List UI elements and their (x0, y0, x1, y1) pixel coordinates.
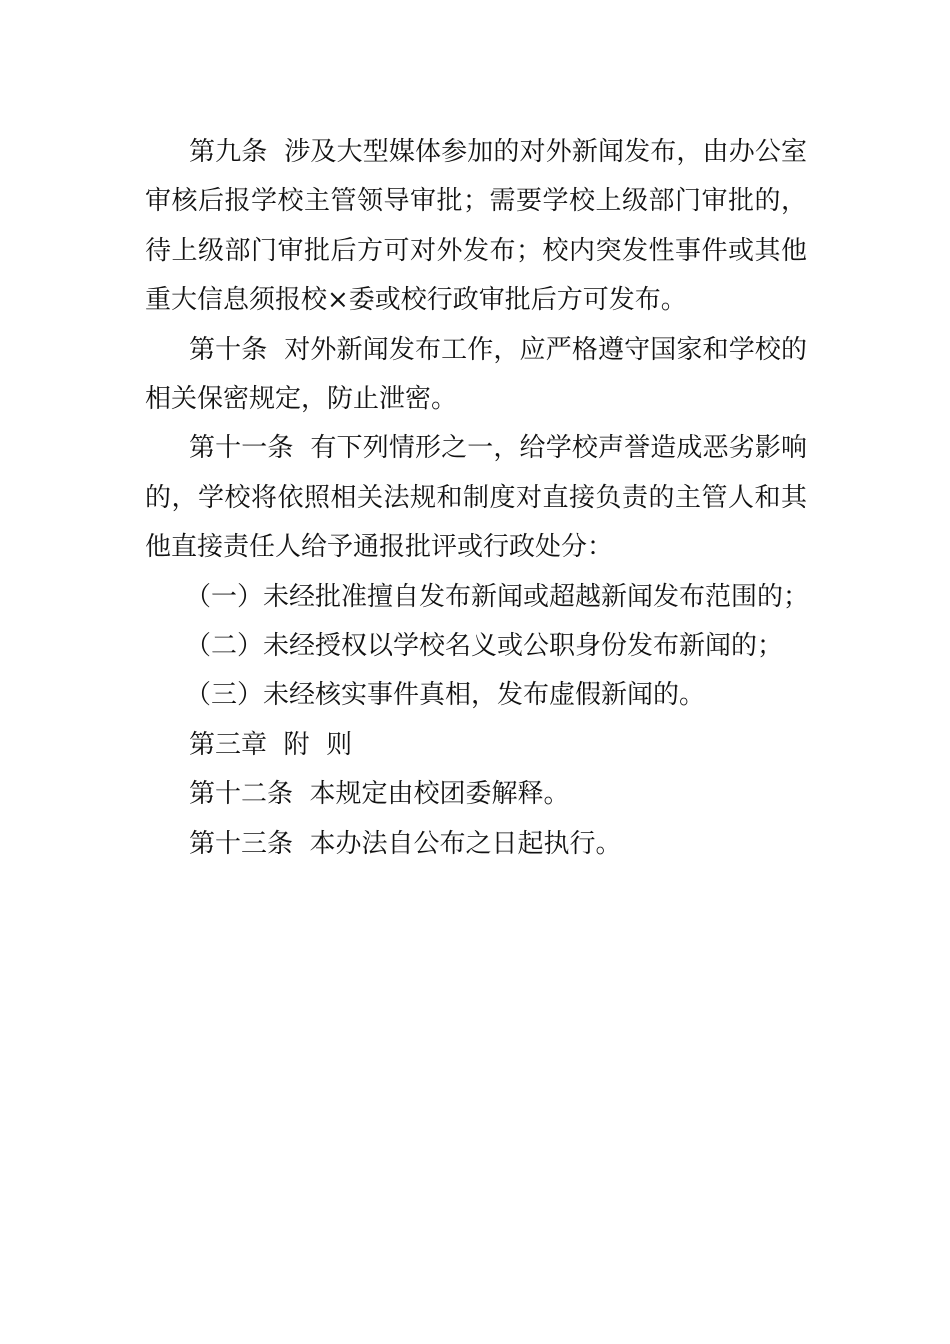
article-11 (145, 424, 807, 572)
chapter-3-title: 第三章 (189, 729, 268, 760)
article-10-heading: 第十条 (189, 334, 268, 365)
article-10 (145, 326, 807, 425)
article-12 (145, 770, 807, 819)
article-11-item-2: （二）未经授权以学校名义或公职身份发布新闻的； (185, 631, 784, 662)
chapter-3-heading (145, 721, 807, 770)
article-11-item-3: （三）未经核实事件真相，发布虚假新闻的。 (185, 680, 706, 711)
article-11-item-1: （一）未经批准擅自发布新闻或超越新闻发布范围的； (185, 581, 810, 612)
chapter-3-subtitle: 附 则 (283, 729, 353, 760)
article-9-text: 涉及大型媒体参加的对外新闻发布，由办公室审核后报学校主管领导审批；需要学校上级部门审批的，待上级部门审批后方可对外发布；校内突发性事件或其他重大信息须报校×委或校行政审批后方可发布。 (145, 137, 807, 316)
article-13 (145, 820, 807, 869)
article-9 (145, 128, 807, 326)
document-body (145, 128, 810, 869)
article-11-text: 有下列情形之一，给学校声誉造成恶劣影响的，学校将依照相关法规和制度对直接负责的主管人和其他直接责任人给予通报批评或行政处分： (145, 433, 807, 563)
article-9-heading: 第九条 (189, 137, 268, 167)
article-11-heading: 第十一条 (189, 433, 294, 464)
article-12-heading: 第十二条 (189, 779, 294, 810)
article-13-heading: 第十三条 (189, 828, 294, 859)
article-13-text: 本办法自公布之日起执行。 (309, 828, 622, 859)
article-12-text: 本规定由校团委解释。 (309, 779, 570, 810)
article-10-text: 对外新闻发布工作，应严格遵守国家和学校的相关保密规定，防止泄密。 (145, 334, 807, 415)
